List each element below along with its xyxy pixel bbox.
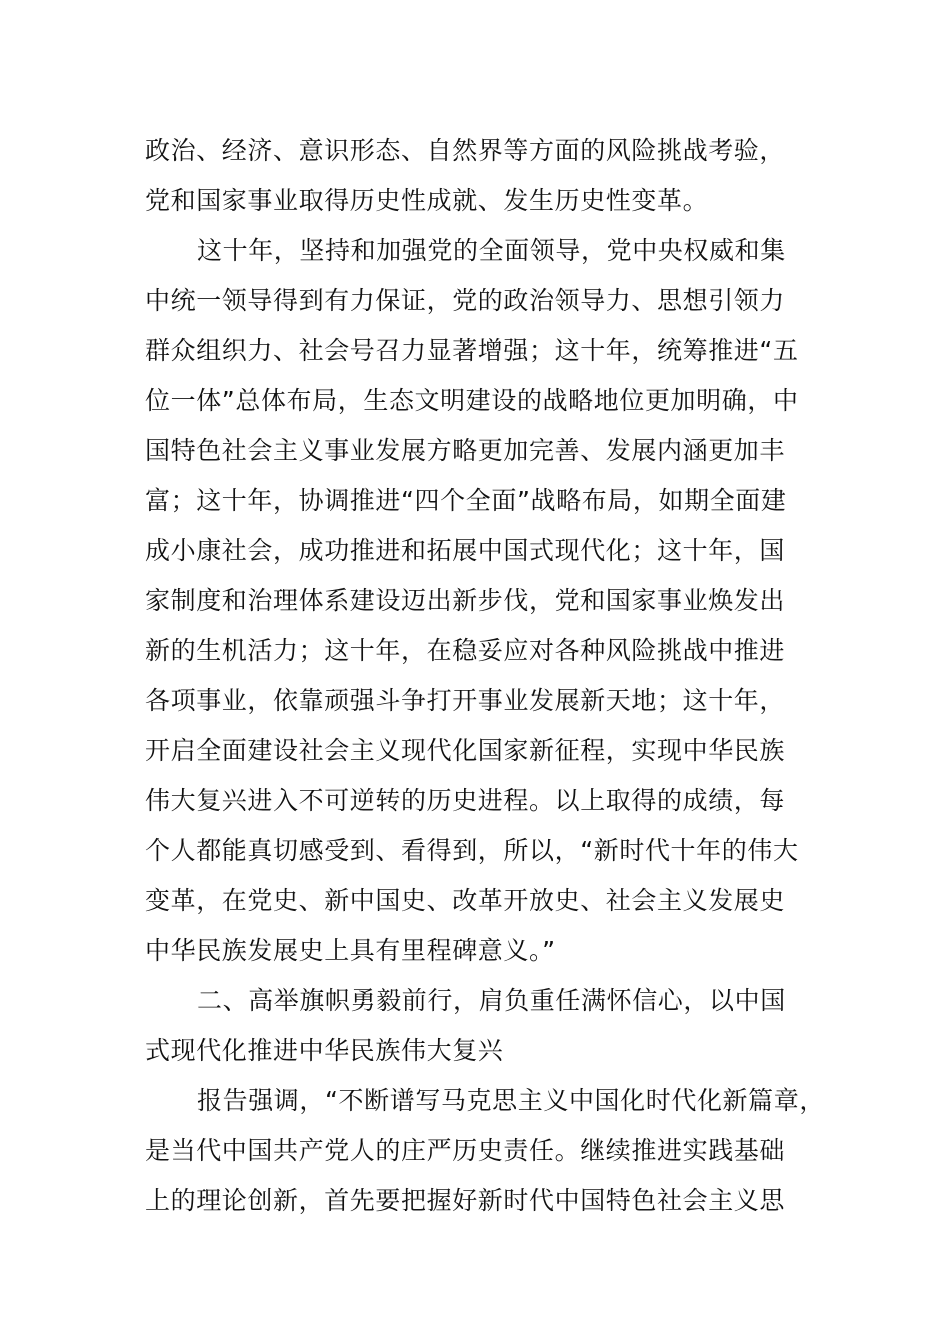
- text-line: 家制度和治理体系建设迈出新步伐，党和国家事业焕发出: [145, 586, 786, 615]
- text-line: 富；这十年，协调推进“四个全面”战略布局，如期全面建: [145, 486, 787, 515]
- text-line: 开启全面建设社会主义现代化国家新征程，实现中华民族: [145, 736, 786, 765]
- section-heading-line: 二、高举旗帜勇毅前行，肩负重任满怀信心，以中国: [197, 986, 786, 1015]
- text-line: 位一体”总体布局，生态文明建设的战略地位更加明确，中: [145, 386, 799, 415]
- text-line: 群众组织力、社会号召力显著增强；这十年，统筹推进“五: [145, 336, 799, 365]
- paragraph-start-line: 报告强调，“不断谱写马克思主义中国化时代化新篇章，: [197, 1086, 825, 1115]
- section-heading-line: 式现代化推进中华民族伟大复兴: [145, 1036, 504, 1065]
- text-line: 新的生机活力；这十年，在稳妥应对各种风险挑战中推进: [145, 636, 786, 665]
- text-line: 党和国家事业取得历史性成就、发生历史性变革。: [145, 186, 709, 215]
- text-line: 是当代中国共产党人的庄严历史责任。继续推进实践基础: [145, 1136, 786, 1165]
- text-line: 国特色社会主义事业发展方略更加完善、发展内涵更加丰: [145, 436, 786, 465]
- text-line: 个人都能真切感受到、看得到，所以，“新时代十年的伟大: [145, 836, 799, 865]
- text-line: 政治、经济、意识形态、自然界等方面的风险挑战考验，: [145, 136, 786, 165]
- text-line: 上的理论创新，首先要把握好新时代中国特色社会主义思: [145, 1186, 786, 1215]
- paragraph-start-line: 这十年，坚持和加强党的全面领导，党中央权威和集: [197, 236, 786, 265]
- text-line: 伟大复兴进入不可逆转的历史进程。以上取得的成绩，每: [145, 786, 786, 815]
- body-text: [145, 126, 825, 1226]
- text-line: 中统一领导得到有力保证，党的政治领导力、思想引领力: [145, 286, 786, 315]
- text-line: 变革，在党史、新中国史、改革开放史、社会主义发展史: [145, 886, 786, 915]
- text-line: 各项事业，依靠顽强斗争打开事业发展新天地；这十年，: [145, 686, 786, 715]
- text-line: 成小康社会，成功推进和拓展中国式现代化；这十年，国: [145, 536, 786, 565]
- text-line: 中华民族发展史上具有里程碑意义。”: [145, 936, 556, 965]
